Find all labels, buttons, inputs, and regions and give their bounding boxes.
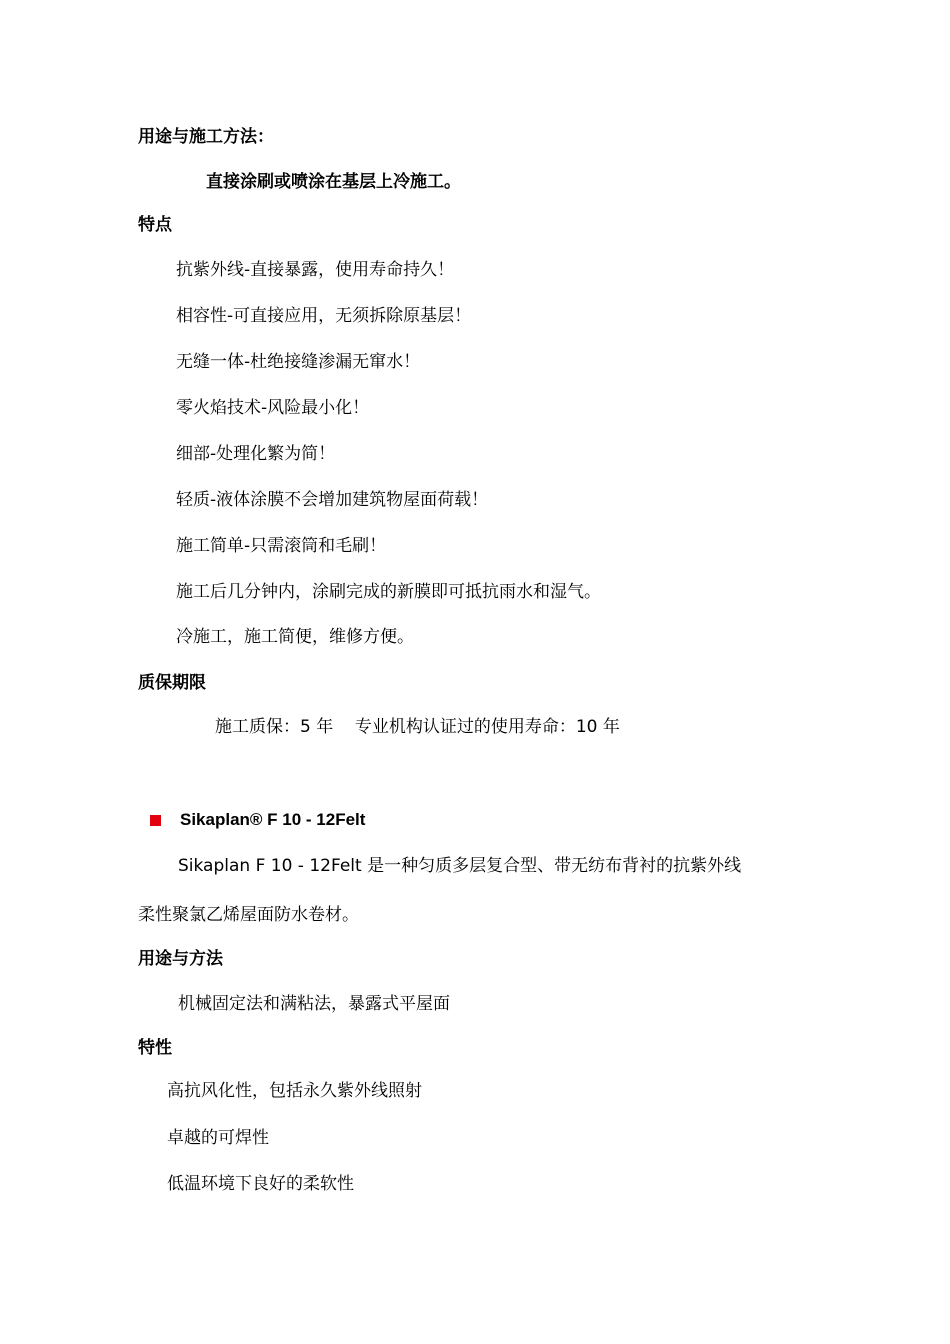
property-item: 卓越的可焊性	[167, 1128, 269, 1148]
usage-heading: 用途与施工方法：	[138, 127, 274, 147]
feature-item: 相容性-可直接应用，无须拆除原基层！	[176, 306, 472, 326]
properties-heading: 特性	[138, 1038, 172, 1058]
feature-item: 零火焰技术-风险最小化！	[176, 398, 370, 418]
feature-item: 施工简单-只需滚筒和毛刷！	[176, 536, 387, 556]
feature-item: 抗紫外线-直接暴露，使用寿命持久！	[176, 260, 455, 280]
red-square-bullet-icon	[150, 815, 161, 826]
feature-item: 冷施工，施工简便，维修方便。	[176, 627, 414, 647]
feature-item: 无缝一体-杜绝接缝渗漏无窜水！	[176, 352, 421, 372]
property-item: 高抗风化性，包括永久紫外线照射	[167, 1081, 422, 1101]
feature-item: 施工后几分钟内，涂刷完成的新膜即可抵抗雨水和湿气。	[176, 582, 601, 602]
product-title: Sikaplan® F 10 - 12Felt	[180, 810, 366, 829]
property-item: 低温环境下良好的柔软性	[167, 1174, 354, 1194]
product-description: Sikaplan F 10 - 12Felt 是一种匀质多层复合型、带无纺布背衬的抗紫外线	[178, 856, 742, 876]
product-description-continued: 柔性聚氯乙烯屋面防水卷材。	[138, 905, 359, 925]
usage-method-text: 机械固定法和满粘法，暴露式平屋面	[178, 994, 450, 1014]
warranty-text: 施工质保：5 年 专业机构认证过的使用寿命：10 年	[215, 717, 620, 737]
features-heading: 特点	[138, 215, 172, 235]
warranty-heading: 质保期限	[138, 673, 206, 693]
feature-item: 轻质-液体涂膜不会增加建筑物屋面荷载！	[176, 490, 489, 510]
usage-method-heading: 用途与方法	[138, 949, 223, 969]
feature-item: 细部-处理化繁为简！	[176, 444, 336, 464]
usage-text: 直接涂刷或喷涂在基层上冷施工。	[206, 172, 461, 192]
